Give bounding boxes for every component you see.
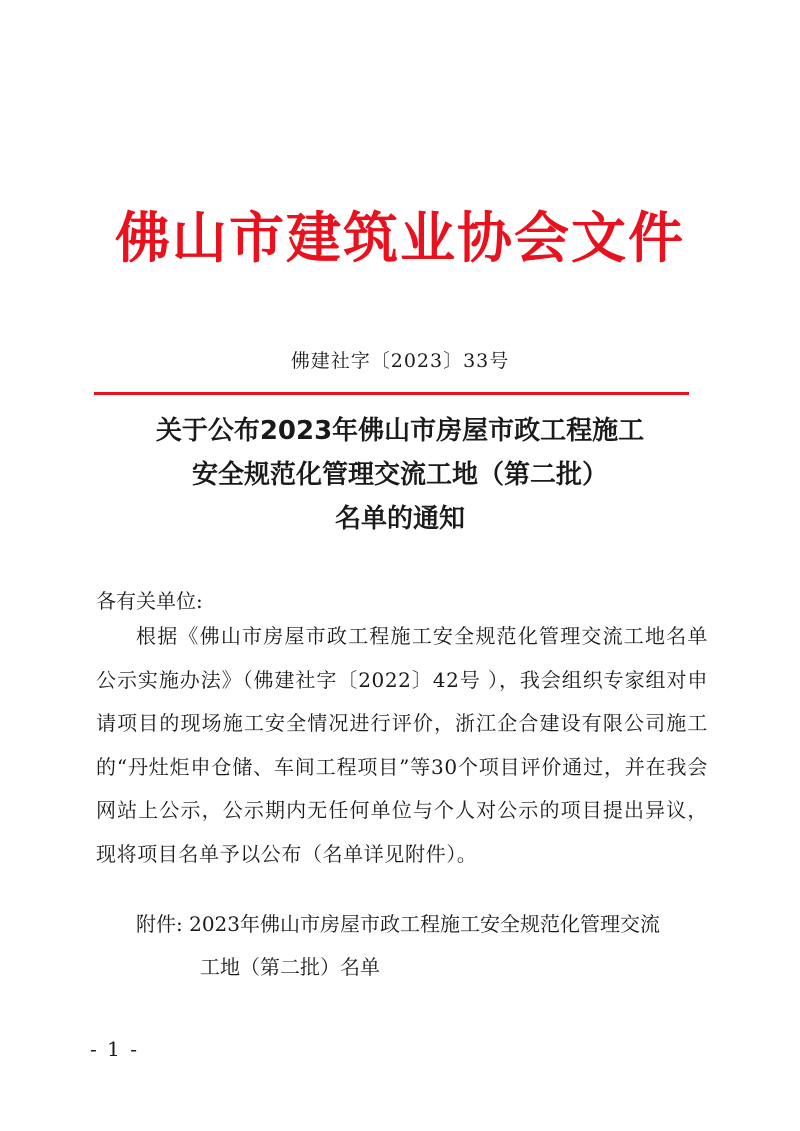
body-text bbox=[96, 615, 708, 877]
body-paragraph: 根据《佛山市房屋市政工程施工安全规范化管理交流工地名单公示实施办法》（佛建社字〔2022〕42号 ），我会组织专家组对申请项目的现场施工安全情况进行评价，浙江企合建设有限公司施工的“丹灶炬申仓储、车间工程项目”等30个项目评价通过，并在我会网站上公示，公示期内无任何单位与个人对公示的项目提出异议，现将项目名单予以公布（名单详见附件）。 bbox=[96, 624, 708, 866]
document-number: 佛建社字〔2023〕33号 bbox=[290, 350, 510, 372]
masthead-title: 佛山市建筑业协会文件 bbox=[114, 206, 685, 270]
notice-title bbox=[0, 409, 800, 541]
salutation: 各有关单位: bbox=[96, 589, 203, 613]
attachment-note bbox=[136, 903, 711, 989]
red-divider-line bbox=[94, 392, 689, 395]
page-number: - 1 - bbox=[90, 1037, 139, 1061]
title-line-2: 安全规范化管理交流工地（第二批） bbox=[191, 460, 608, 490]
attachment-line-1: 附件: 2023年佛山市房屋市政工程施工安全规范化管理交流 bbox=[136, 912, 660, 936]
title-line-3: 名单的通知 bbox=[334, 504, 465, 534]
attachment-line-2: 工地（第二批）名单 bbox=[200, 955, 380, 979]
title-line-1: 关于公布2023年佛山市房屋市政工程施工 bbox=[155, 416, 645, 446]
